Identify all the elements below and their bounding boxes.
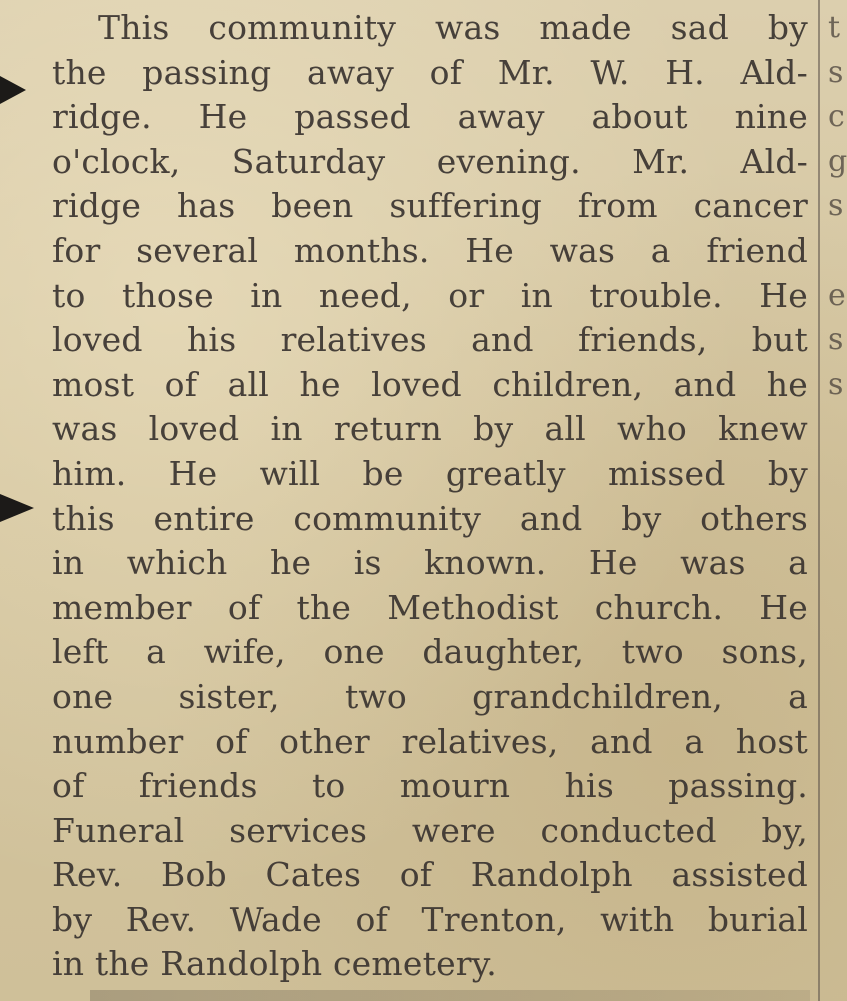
fragment: s xyxy=(828,188,844,224)
article-line: for several months. He was a friend xyxy=(52,230,808,270)
article-line: o'clock, Saturday evening. Mr. Ald- xyxy=(52,141,808,181)
article-line: by Rev. Wade of Trenton, with burial xyxy=(52,899,808,939)
article-line-last: in the Randolph cemetery. xyxy=(52,944,497,984)
fragment: e xyxy=(828,277,846,313)
fragment: c xyxy=(828,99,845,135)
article-line: most of all he loved children, and he xyxy=(52,364,808,404)
article-line: him. He will be greatly missed by xyxy=(52,453,808,493)
fragment: s xyxy=(828,54,844,90)
article-line: ridge has been suffering from cancer xyxy=(52,186,808,226)
article-line: to those in need, or in trouble. He xyxy=(52,275,808,315)
fragment: s xyxy=(828,366,844,402)
fragment: t xyxy=(828,10,841,45)
adjacent-column-fragments xyxy=(828,6,847,407)
article-line: the passing away of Mr. W. H. Ald- xyxy=(52,52,808,92)
article-line: in which he is known. He was a xyxy=(52,543,808,583)
column-rule xyxy=(818,0,820,1001)
article-column xyxy=(52,6,808,1001)
fragment: s xyxy=(828,322,844,358)
article-line: left a wife, one daughter, two sons, xyxy=(52,632,808,672)
article-line: of friends to mourn his passing. xyxy=(52,766,808,806)
article-line: loved his relatives and friends, but xyxy=(52,320,808,360)
article-line: number of other relatives, and a host xyxy=(52,721,808,761)
next-article-ghost-line xyxy=(90,990,810,1001)
article-line: ridge. He passed away about nine xyxy=(52,97,808,137)
article-line: Rev. Bob Cates of Randolph assisted xyxy=(52,855,808,895)
article-line: one sister, two grandchildren, a xyxy=(52,676,808,716)
margin-mark-top xyxy=(0,76,26,104)
article-line: this entire community and by others xyxy=(52,498,808,538)
article-line: Funeral services were conducted by, xyxy=(52,810,808,850)
article-line: member of the Methodist church. He xyxy=(52,587,808,627)
fragment xyxy=(828,229,844,274)
margin-mark-middle xyxy=(0,494,34,522)
article-line: was loved in return by all who knew xyxy=(52,409,808,449)
article-line: This community was made sad by xyxy=(98,8,808,47)
fragment: g xyxy=(828,143,847,179)
